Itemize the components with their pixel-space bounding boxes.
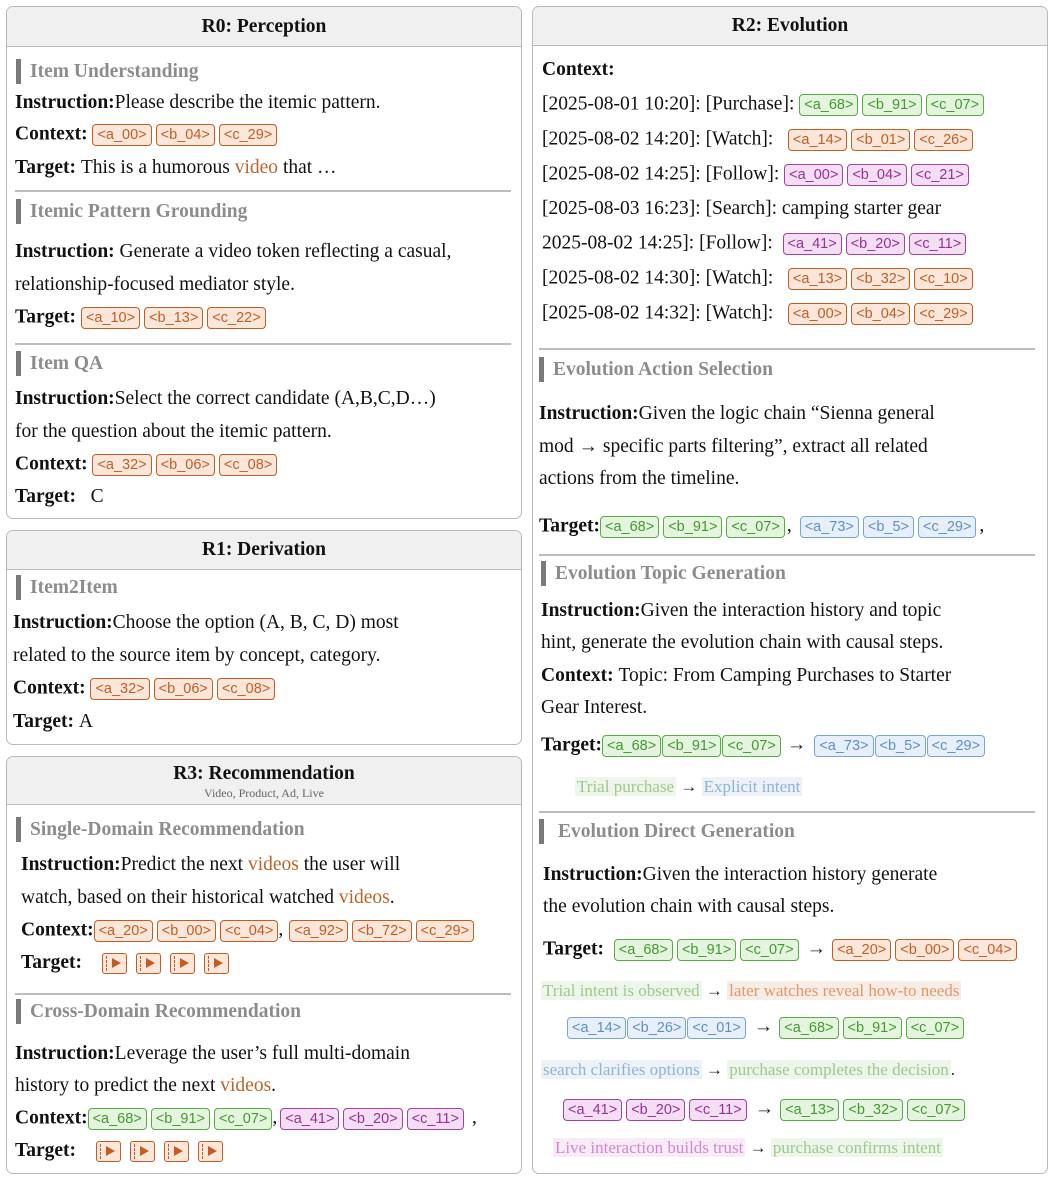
topic-instruction-2: hint, generate the evolution chain with causal steps.: [541, 632, 944, 653]
text-span: Topic: From Camping Purchases to Starter: [618, 665, 952, 686]
arrow-text: →: [749, 1138, 767, 1157]
text-span: [Watch]:: [705, 267, 774, 289]
direct-generation-title: Evolution Direct Generation: [539, 819, 795, 844]
action-selection-instruction-2: mod → specific parts filtering”, extract all related: [539, 436, 928, 457]
text-span: [Follow]:: [699, 232, 773, 254]
text-span: [2025-08-02 14:32]:: [542, 302, 701, 324]
arrow-text: →: [680, 777, 698, 796]
token: <a_20>: [832, 939, 891, 961]
text-span: [2025-08-01 10:20]:: [542, 93, 701, 115]
text-span: that …: [278, 157, 337, 178]
topic-instruction-1: [541, 601, 941, 621]
token: <c_29>: [914, 303, 972, 325]
video-icon: [170, 953, 195, 974]
cross-domain-context: [15, 1108, 477, 1130]
r2-context-label: [542, 60, 615, 80]
text-span: ,: [979, 515, 985, 537]
video-icon: [136, 953, 161, 974]
caption-segment: purchase completes the decision: [729, 1060, 949, 1079]
field-label: Context:: [541, 665, 614, 686]
token: <b_04>: [156, 124, 215, 146]
timeline-row: [542, 94, 988, 116]
token: <b_91>: [677, 939, 736, 961]
r3-recommendation-panel: [6, 756, 522, 1174]
topic-generation-title: Evolution Topic Generation: [541, 561, 786, 586]
token: <c_07>: [214, 1108, 272, 1130]
token: <a_00>: [92, 124, 151, 146]
timeline-row: [542, 268, 977, 290]
token: <c_10>: [914, 268, 972, 290]
token: <c_21>: [911, 164, 969, 186]
token: <a_41>: [280, 1108, 339, 1130]
separator: [539, 554, 1035, 556]
token: <b_26>: [627, 1017, 686, 1039]
r0-perception-panel: [6, 6, 522, 519]
video-icon: [130, 1141, 155, 1162]
token: <a_14>: [567, 1017, 626, 1039]
grounding-instruction-2: relationship-focused mediator style.: [15, 274, 295, 295]
token: <a_73>: [800, 516, 859, 538]
grounding-title: Itemic Pattern Grounding: [16, 199, 247, 224]
text-span: [2025-08-02 14:25]:: [542, 163, 701, 185]
token: <c_22>: [207, 307, 265, 329]
caption-segment: Live interaction builds trust: [555, 1138, 744, 1157]
action-selection-title: Evolution Action Selection: [539, 357, 773, 382]
arrow-text: →: [705, 1060, 723, 1079]
item2item-instruction-1: [13, 613, 399, 633]
token: <b_06>: [154, 678, 213, 700]
text-span: ,: [272, 1107, 278, 1129]
token: <a_41>: [783, 233, 842, 255]
field-label: Target:: [15, 1140, 77, 1161]
text-span: [Purchase]:: [705, 93, 795, 115]
token: <a_92>: [289, 920, 348, 942]
caption-segment: Explicit intent: [703, 777, 801, 796]
token: <a_73>: [814, 735, 873, 757]
text-span: This is a humorous: [80, 157, 235, 178]
timeline-row: [542, 303, 977, 325]
item2item-instruction-2: related to the source item by concept, category.: [13, 645, 381, 666]
field-label: Context:: [542, 59, 615, 80]
token: <a_32>: [92, 454, 151, 476]
text-span: Generate a video token reflecting a casual,: [119, 241, 452, 262]
text-span: A: [78, 711, 93, 732]
item-qa-title: Item QA: [16, 351, 103, 376]
token: <b_91>: [843, 1017, 902, 1039]
field-label: Target:: [541, 734, 603, 756]
field-label: Instruction:: [15, 92, 115, 113]
token: <c_11>: [407, 1108, 464, 1130]
token: <b_20>: [626, 1099, 685, 1121]
highlighted-word: video: [234, 157, 279, 178]
field-label: Context:: [13, 677, 86, 699]
text-span: camping starter gear: [781, 198, 942, 219]
text-span: Given the logic chain “Sienna general: [638, 403, 935, 424]
text-span: the user will: [298, 854, 401, 875]
arrow-text: →: [753, 1016, 774, 1038]
direct-caption-2: [541, 1061, 955, 1078]
token: <a_10>: [81, 307, 140, 329]
direct-target-row-3: [563, 1099, 969, 1121]
timeline-row: [542, 199, 941, 219]
item-qa-target: [15, 487, 104, 507]
separator: [539, 348, 1035, 350]
token: <c_07>: [926, 94, 984, 116]
text-span: .: [271, 1075, 277, 1096]
direct-target-row-1: [543, 939, 1021, 961]
token: <a_00>: [788, 303, 847, 325]
grounding-target: [15, 307, 270, 329]
r2-title: R2: Evolution: [731, 15, 849, 36]
text-span: [2025-08-02 14:30]:: [542, 267, 701, 289]
token: <a_13>: [788, 268, 847, 290]
token: <a_68>: [779, 1017, 838, 1039]
direct-instruction-2: the evolution chain with causal steps.: [543, 896, 835, 917]
field-label: Instruction:: [539, 403, 639, 424]
separator: [15, 190, 511, 192]
token: <b_13>: [144, 307, 203, 329]
text-span: Please describe the itemic pattern.: [114, 92, 381, 113]
action-selection-target: [539, 516, 984, 538]
highlighted-word: videos: [220, 1075, 272, 1096]
token: <b_91>: [663, 516, 722, 538]
token: <c_29>: [416, 920, 474, 942]
field-label: Instruction:: [21, 854, 121, 875]
field-label: Instruction:: [541, 600, 641, 621]
text-span: [Follow]:: [705, 163, 780, 185]
r3-title: R3: Recommendation: [173, 763, 355, 784]
token: <c_08>: [219, 454, 277, 476]
single-domain-instruction-1: [21, 855, 400, 875]
item-understanding-title: Item Understanding: [16, 59, 198, 84]
r2-header: [533, 7, 1047, 46]
field-label: Context:: [21, 919, 94, 941]
token: <a_68>: [614, 939, 673, 961]
topic-context-1: [541, 666, 951, 686]
field-label: Context:: [15, 453, 88, 475]
item-understanding-context: [15, 124, 281, 146]
cross-domain-instruction-2: [15, 1076, 276, 1096]
token: <c_04>: [220, 920, 278, 942]
item-understanding-instruction: [15, 93, 381, 113]
token: <a_13>: [780, 1099, 839, 1121]
arrow-text: →: [754, 1098, 775, 1120]
arrow-text: →: [806, 938, 827, 960]
separator: [15, 343, 511, 345]
token: <b_00>: [157, 920, 216, 942]
token: <a_20>: [94, 920, 153, 942]
text-span: [Watch]:: [705, 302, 774, 324]
r1-title: R1: Derivation: [201, 539, 327, 560]
token: <b_5>: [863, 516, 914, 538]
timeline-row: [542, 164, 973, 186]
r1-derivation-panel: [6, 530, 522, 745]
r0-title: R0: Perception: [201, 16, 327, 37]
token: <a_68>: [799, 94, 858, 116]
text-span: C: [90, 486, 104, 507]
direct-caption-1: [541, 982, 961, 999]
timeline-row: [542, 129, 977, 151]
token: <a_68>: [88, 1108, 147, 1130]
token: <b_5>: [875, 735, 926, 757]
r1-header: [7, 531, 521, 570]
text-span: 2025-08-02 14:25]:: [542, 232, 695, 254]
grounding-instruction-1: [15, 242, 451, 262]
video-icon: [102, 953, 127, 974]
token: <c_29>: [918, 516, 976, 538]
highlighted-word: videos: [338, 887, 390, 908]
token: <c_07>: [726, 516, 784, 538]
field-label: Context:: [15, 123, 88, 145]
field-label: Instruction:: [15, 241, 115, 262]
token: <c_07>: [740, 939, 798, 961]
token: <b_06>: [156, 454, 215, 476]
timeline-row: [542, 233, 970, 255]
text-span: Given the interaction history and topic: [640, 600, 942, 621]
caption-segment: search clarifies options: [543, 1060, 700, 1079]
text-span: .: [389, 887, 395, 908]
token: <b_00>: [895, 939, 954, 961]
token: <b_91>: [862, 94, 921, 116]
separator: [15, 993, 511, 995]
token: <b_32>: [851, 268, 910, 290]
video-icon: [96, 1141, 121, 1162]
field-label: Target:: [539, 515, 601, 537]
single-domain-target: [21, 953, 238, 974]
arrow-text: →: [786, 734, 807, 756]
token: <c_07>: [722, 735, 780, 757]
token: <c_01>: [687, 1017, 745, 1039]
text-span: ,: [471, 1107, 477, 1129]
token: <b_91>: [151, 1108, 210, 1130]
token: <a_68>: [600, 516, 659, 538]
token: <b_72>: [352, 920, 411, 942]
caption-segment: Trial purchase: [577, 777, 675, 796]
text-span: [2025-08-02 14:20]:: [542, 128, 701, 150]
token: <b_04>: [851, 303, 910, 325]
single-domain-title: Single-Domain Recommendation: [16, 817, 305, 842]
item2item-title: Item2Item: [16, 575, 118, 600]
text-span: watch, based on their historical watched: [21, 887, 339, 908]
action-selection-instruction-1: [539, 404, 935, 424]
field-label: Instruction:: [15, 1043, 115, 1064]
token: <c_26>: [914, 129, 972, 151]
r0-header: [7, 7, 521, 47]
item-understanding-target: [15, 158, 337, 178]
direct-caption-3: [553, 1139, 943, 1156]
video-icon: [198, 1141, 223, 1162]
token: <c_07>: [906, 1017, 964, 1039]
single-domain-instruction-2: [21, 888, 395, 908]
field-label: Instruction:: [13, 612, 113, 633]
direct-instruction-1: [543, 865, 937, 885]
item-qa-context: [15, 454, 281, 476]
text-span: [Search]:: [705, 198, 778, 219]
field-label: Target:: [13, 711, 75, 732]
text-span: Leverage the user’s full multi-domain: [114, 1043, 410, 1064]
highlighted-word: videos: [247, 854, 299, 875]
text-span: ,: [278, 919, 284, 941]
token: <a_68>: [602, 735, 661, 757]
field-label: Target:: [15, 306, 77, 328]
caption-segment: purchase confirms intent: [772, 1138, 941, 1157]
arrow-text: .: [950, 1060, 955, 1079]
video-icon: [204, 953, 229, 974]
token: <c_08>: [217, 678, 275, 700]
caption-segment: Trial intent is observed: [543, 981, 700, 1000]
token: <c_07>: [907, 1099, 965, 1121]
token: <b_20>: [846, 233, 905, 255]
token: <c_29>: [219, 124, 277, 146]
text-span: history to predict the next: [15, 1075, 221, 1096]
token: <a_32>: [90, 678, 149, 700]
item2item-target: [13, 712, 93, 732]
direct-target-row-2: [567, 1017, 968, 1039]
item2item-context: [13, 678, 279, 700]
arrow-text: →: [705, 981, 723, 1000]
token: <b_04>: [847, 164, 906, 186]
token: <b_91>: [662, 735, 721, 757]
text-span: Choose the option (A, B, C, D) most: [112, 612, 399, 633]
field-label: Instruction:: [543, 864, 643, 885]
token: <a_14>: [788, 129, 847, 151]
token: <b_32>: [843, 1099, 902, 1121]
text-span: Predict the next: [120, 854, 248, 875]
field-label: Target:: [21, 952, 83, 973]
field-label: Target:: [543, 938, 605, 960]
separator: [539, 811, 1035, 813]
action-selection-instruction-3: actions from the timeline.: [539, 468, 740, 489]
item-qa-instruction-1: [15, 389, 436, 409]
text-span: ,: [786, 515, 792, 537]
token: <a_00>: [784, 164, 843, 186]
video-icon: [164, 1141, 189, 1162]
token: <c_29>: [927, 735, 985, 757]
token: <a_41>: [563, 1099, 622, 1121]
item-qa-instruction-2: for the question about the itemic pattern.: [15, 421, 332, 442]
cross-domain-title: Cross-Domain Recommendation: [16, 999, 301, 1024]
topic-target: [541, 735, 989, 757]
field-label: Target:: [15, 486, 77, 507]
cross-domain-target: [15, 1141, 232, 1162]
token: <c_11>: [909, 233, 966, 255]
text-span: [2025-08-03 16:23]:: [542, 198, 701, 219]
field-label: Context:: [15, 1107, 88, 1129]
text-span: [Watch]:: [705, 128, 774, 150]
token: <b_20>: [343, 1108, 402, 1130]
topic-context-2: Gear Interest.: [541, 697, 648, 718]
field-label: Target:: [15, 157, 77, 178]
field-label: Instruction:: [15, 388, 115, 409]
r3-subtitle: Video, Product, Ad, Live: [204, 785, 324, 800]
single-domain-context: [21, 920, 478, 942]
text-span: Given the interaction history generate: [642, 864, 938, 885]
token: <c_04>: [958, 939, 1016, 961]
cross-domain-instruction-1: [15, 1044, 410, 1064]
caption-segment: later watches reveal how-to needs: [729, 981, 960, 1000]
token: <c_11>: [689, 1099, 746, 1121]
r2-evolution-panel: [532, 6, 1048, 1174]
topic-caption: [575, 778, 802, 795]
token: <b_01>: [851, 129, 910, 151]
r3-header: [7, 757, 521, 805]
text-span: Select the correct candidate (A,B,C,D…): [114, 388, 436, 409]
